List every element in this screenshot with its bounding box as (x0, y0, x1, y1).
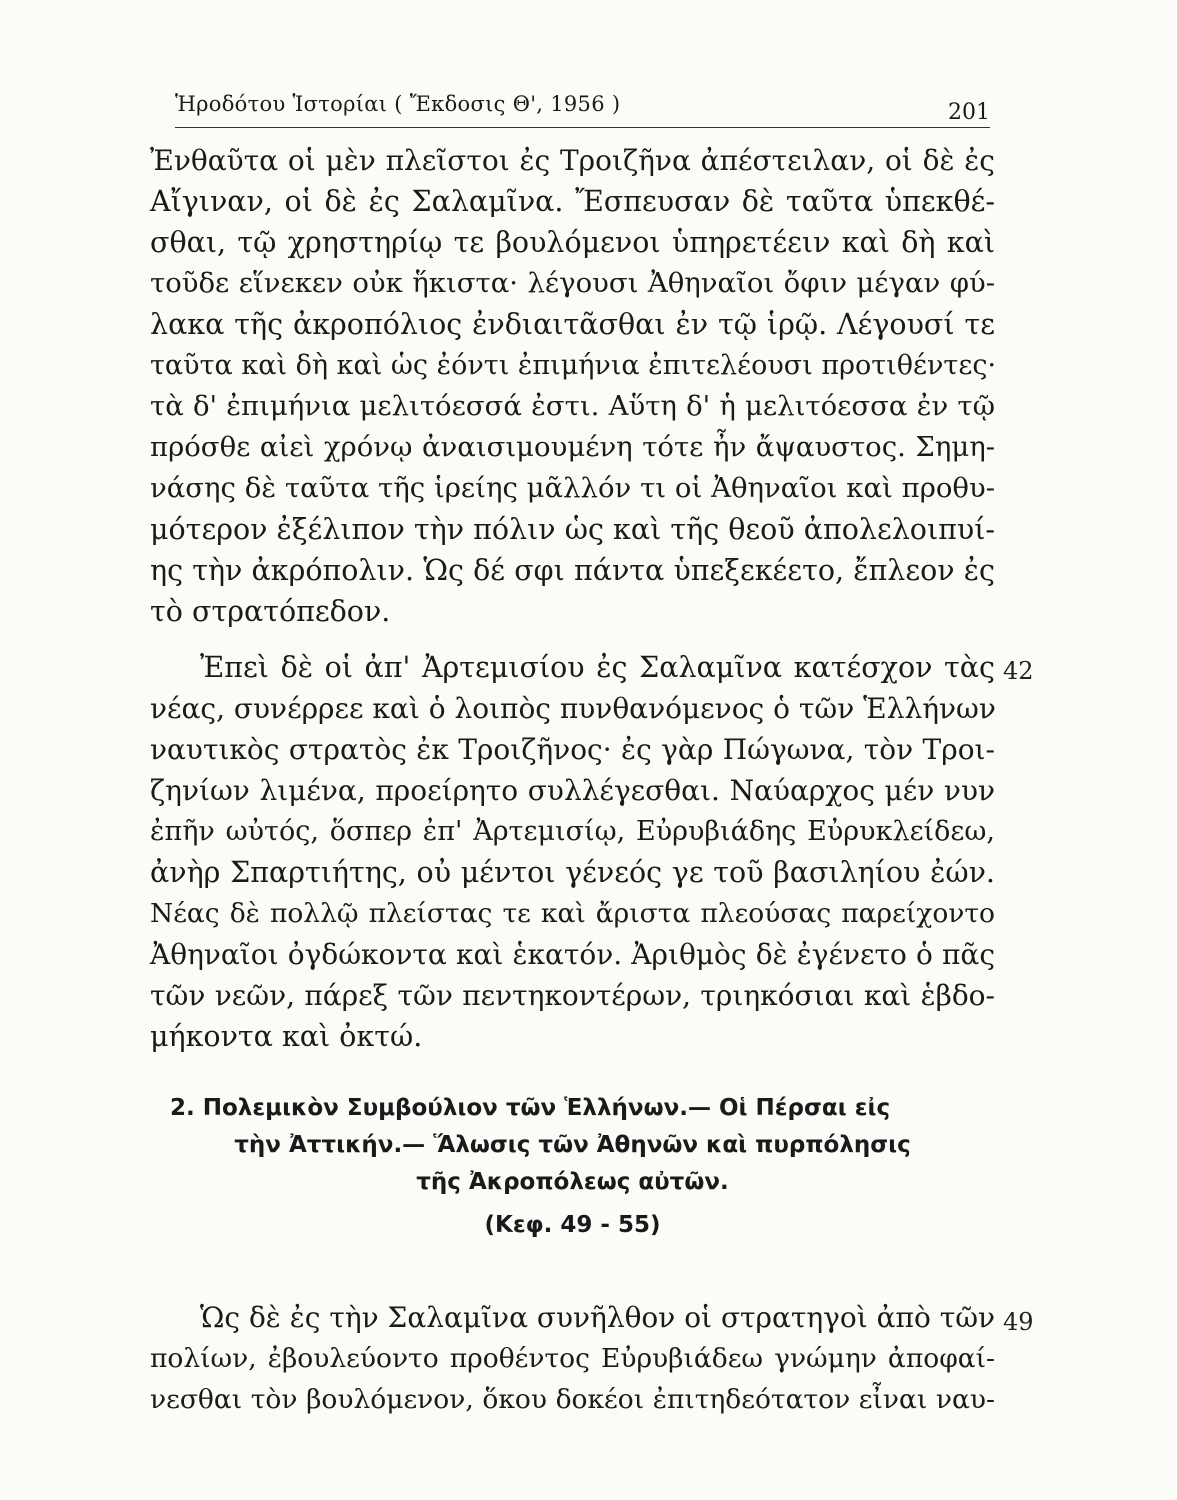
text-line: Νέας δὲ πολλῷ πλείστας τε καὶ ἄριστα πλεούσας παρείχοντο (150, 898, 995, 929)
text-line: ἐπῆν ωὐτός, ὅσπερ ἐπ' Ἀρτεμισίῳ, Εὐρυβιάδης Εὐρυκλείδεω, (150, 816, 995, 847)
text-line: λακα τῆς ἀκροπόλιος ἐνδιαιτᾶσθαι ἐν τῷ ἱρῷ. Λέγουσί τε (150, 308, 995, 341)
text-line: πολίων, ἐβουλεύοντο προθέντος Εὐρυβιάδεω γνώμην ἀποφαί- (150, 1343, 995, 1374)
heading-line: τὴν Ἀττικήν.— Ἅλωσις τῶν Ἀθηνῶν καὶ πυρπόλησις (234, 1132, 911, 1158)
heading-line: τῆς Ἀκροπόλεως αὐτῶν. (416, 1169, 729, 1195)
text-line: Αἴγιναν, οἱ δὲ ἐς Σαλαμῖνα. Ἔσπευσαν δὲ ταῦτα ὑπεκθέ- (150, 185, 995, 218)
text-line: ταῦτα καὶ δὴ καὶ ὡς ἐόντι ἐπιμήνια ἐπιτελέουσι προτιθέντες· (150, 350, 997, 381)
section-heading (150, 1090, 995, 1201)
header-title: Ἡροδότου Ἱστορίαι ( Ἔκδοσις Θ', 1956 ) (175, 92, 621, 116)
text-line: Ὡς δὲ ἐς τὴν Σαλαμῖνα συνῆλθον οἱ στρατηγοὶ ἀπὸ τῶν (200, 1301, 996, 1334)
text-line: μότερον ἐξέλιπον τὴν πόλιν ὡς καὶ τῆς θεοῦ ἀπολελοιπυί- (150, 513, 995, 546)
paragraph-2 (150, 647, 995, 1057)
text-line: τὸ στρατόπεδον. (150, 595, 391, 628)
text-line: νεσθαι τὸν βουλόμενον, ὅκου δοκέοι ἐπιτηδεότατον εἶναι ναυ- (150, 1384, 995, 1415)
text-line: μήκοντα καὶ ὀκτώ. (150, 1020, 423, 1053)
running-head (175, 88, 990, 128)
text-line: ης τὴν ἀκρόπολιν. Ὡς δέ σφι πάντα ὑπεξεκέετο, ἔπλεον ἐς (150, 554, 995, 587)
text-line: Ἐπεὶ δὲ οἱ ἀπ' Ἀρτεμισίου ἐς Σαλαμῖνα κατέσχον τὰς (200, 651, 995, 684)
text-line: ναυτικὸς στρατὸς ἐκ Τροιζῆνος· ἐς γὰρ Πώγωνα, τὸν Τροι- (150, 733, 995, 766)
text-line: τῶν νεῶν, πάρεξ τῶν πεντηκοντέρων, τριηκόσιαι καὶ ἑβδο- (150, 979, 995, 1012)
text-line: νέας, συνέρρεε καὶ ὁ λοιπὸς πυνθανόμενος ὁ τῶν Ἑλλήνων (150, 692, 996, 725)
text-line: νάσης δὲ ταῦτα τῆς ἱρείης μᾶλλόν τι οἱ Ἀθηναῖοι καὶ προθυ- (150, 472, 995, 504)
paragraph-3 (150, 1297, 995, 1420)
paragraph-1 (150, 140, 995, 632)
text-line: ἀνὴρ Σπαρτιήτης, οὐ μέντοι γένεός γε τοῦ βασιληίου ἐών. (150, 856, 995, 889)
marginal-chapter-number: 42 (1003, 657, 1034, 685)
text-line: πρόσθε αἰεὶ χρόνῳ ἀναισιμουμένη τότε ἦν ἄψαυστος. Σημη- (150, 431, 995, 463)
text-line: τὰ δ' ἐπιμήνια μελιτόεσσά ἐστι. Αὕτη δ' ἡ μελιτόεσσα ἐν τῷ (150, 390, 995, 422)
page-number: 201 (948, 100, 990, 125)
text-line: Ἐνθαῦτα οἱ μὲν πλεῖστοι ἐς Τροιζῆνα ἀπέστειλαν, οἱ δὲ ἐς (150, 144, 995, 177)
text-line: σθαι, τῷ χρηστηρίῳ τε βουλόμενοι ὑπηρετέειν καὶ δὴ καὶ (150, 226, 995, 259)
text-line: Ἀθηναῖοι ὀγδώκοντα καὶ ἑκατόν. Ἀριθμὸς δὲ ἐγένετο ὁ πᾶς (150, 938, 995, 971)
text-line: ζηνίων λιμένα, προείρητο συλλέγεσθαι. Ναύαρχος μέν νυν (150, 774, 995, 807)
marginal-chapter-number: 49 (1003, 1308, 1034, 1336)
chapter-range: (Κεφ. 49 - 55) (484, 1212, 661, 1238)
text-line: τοῦδε εἵνεκεν οὐκ ἥκιστα· λέγουσι Ἀθηναῖοι ὄφιν μέγαν φύ- (150, 267, 995, 299)
header-rule (175, 127, 990, 128)
heading-line: 2. Πολεμικὸν Συμβούλιον τῶν Ἑλλήνων.— Οἱ Πέρσαι εἰς (170, 1095, 891, 1121)
